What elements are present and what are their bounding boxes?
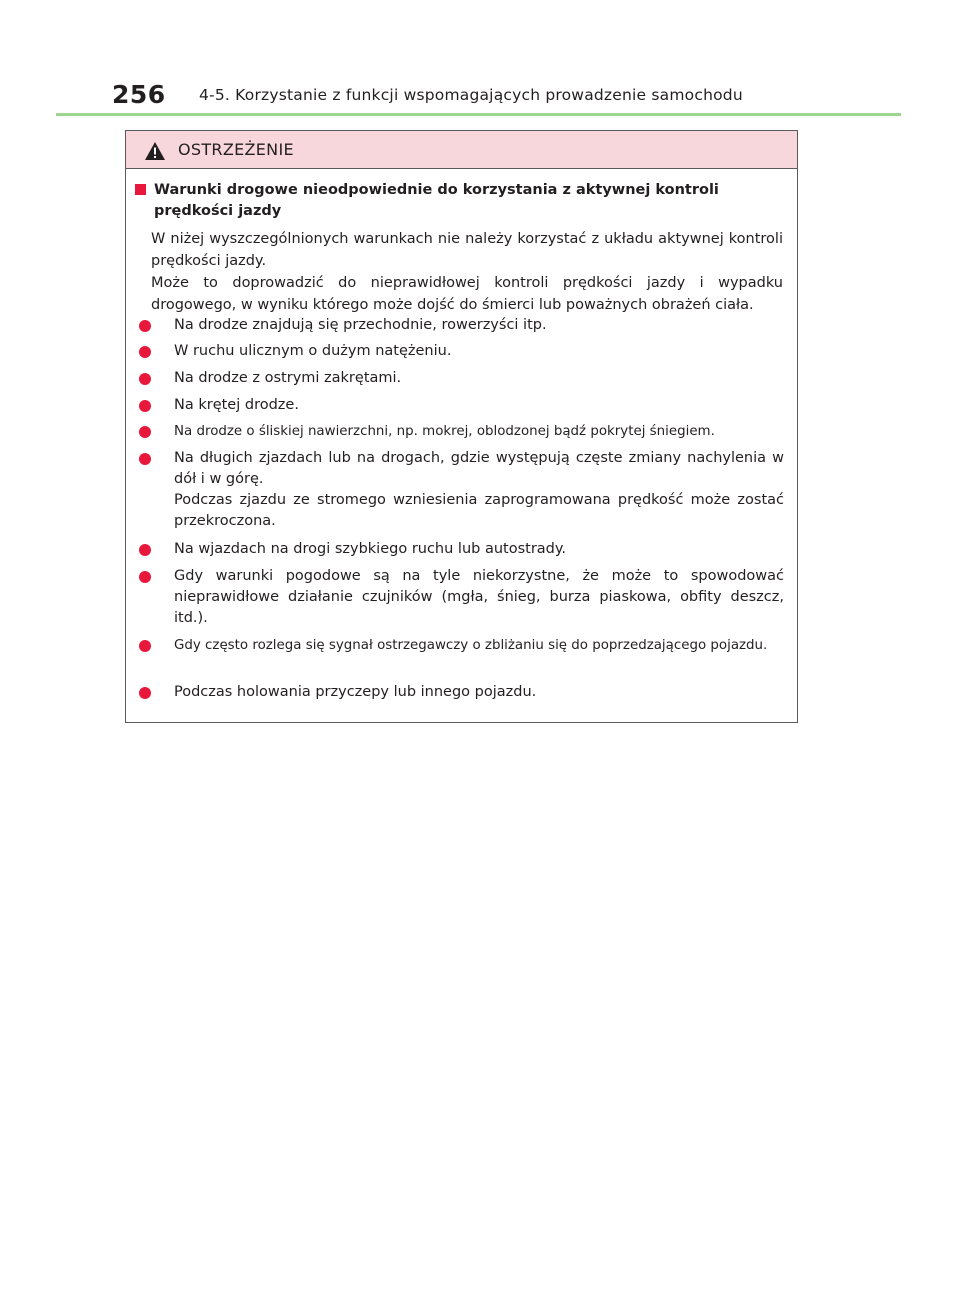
header-rule [56, 113, 901, 116]
warning-triangle-icon [144, 141, 166, 161]
list-item-text: Na drodze o śliskiej nawierzchni, np. mokrej, oblodzonej bądź pokrytej śniegiem. [174, 424, 715, 439]
list-item-line: Na długich zjazdach lub na drogach, gdzie występują częste zmiany nachylenia w dół i w górę. [174, 450, 784, 487]
list-item-text: Na drodze znajdują się przechodnie, rowerzyści itp. [174, 317, 547, 333]
bullet-dot-icon [139, 400, 151, 412]
page-header [0, 0, 960, 120]
list-item-text: Podczas holowania przyczepy lub innego pojazdu. [174, 684, 537, 700]
bullet-dot-icon [139, 373, 151, 385]
list-item-text: W ruchu ulicznym o dużym natężeniu. [174, 343, 452, 359]
page-number: 256 [112, 80, 166, 109]
list-item-text: Na drodze z ostrymi zakrętami. [174, 370, 402, 386]
bullet-dot-icon [139, 571, 151, 583]
warning-header [126, 131, 797, 169]
list-item-text [174, 448, 784, 532]
list-item-text: Gdy warunki pogodowe są na tyle niekorzystne, że może to spowodować nieprawidłowe działanie czujników (mgła, śnieg, burza piaskowa, obfity deszcz, itd.). [174, 568, 784, 626]
intro-text [151, 228, 783, 316]
list-item-text: Na krętej drodze. [174, 397, 299, 413]
chapter-title: 4-5. Korzystanie z funkcji wspomagających prowadzenie samochodu [199, 86, 743, 104]
bullet-dot-icon [139, 640, 151, 652]
intro-paragraph-2: Może to doprowadzić do nieprawidłowej kontroli prędkości jazdy i wypadku drogowego, w wyniku którego może dojść do śmierci lub poważnych obrażeń ciała. [151, 275, 783, 313]
bullet-dot-icon [139, 426, 151, 438]
bullet-dot-icon [139, 453, 151, 465]
list-item-text: Na wjazdach na drogi szybkiego ruchu lub autostrady. [174, 541, 567, 557]
warning-box [125, 130, 798, 723]
list-item-text: Gdy często rozlega się sygnał ostrzegawczy o zbliżaniu się do poprzedzającego pojazdu. [174, 638, 768, 653]
intro-paragraph-1: W niżej wyszczególnionych warunkach nie należy korzystać z układu aktywnej kontroli prędkości jazdy. [151, 231, 783, 269]
bullet-dot-icon [139, 320, 151, 332]
square-bullet-icon [135, 184, 146, 195]
bullet-dot-icon [139, 544, 151, 556]
section-title: Warunki drogowe nieodpowiednie do korzystania z aktywnej kontroli prędkości jazdy [154, 182, 719, 219]
bullet-dot-icon [139, 346, 151, 358]
warning-title: OSTRZEŻENIE [178, 140, 294, 159]
list-item-note: Podczas zjazdu ze stromego wzniesienia zaprogramowana prędkość może zostać przekroczona. [174, 492, 784, 529]
bullet-dot-icon [139, 687, 151, 699]
